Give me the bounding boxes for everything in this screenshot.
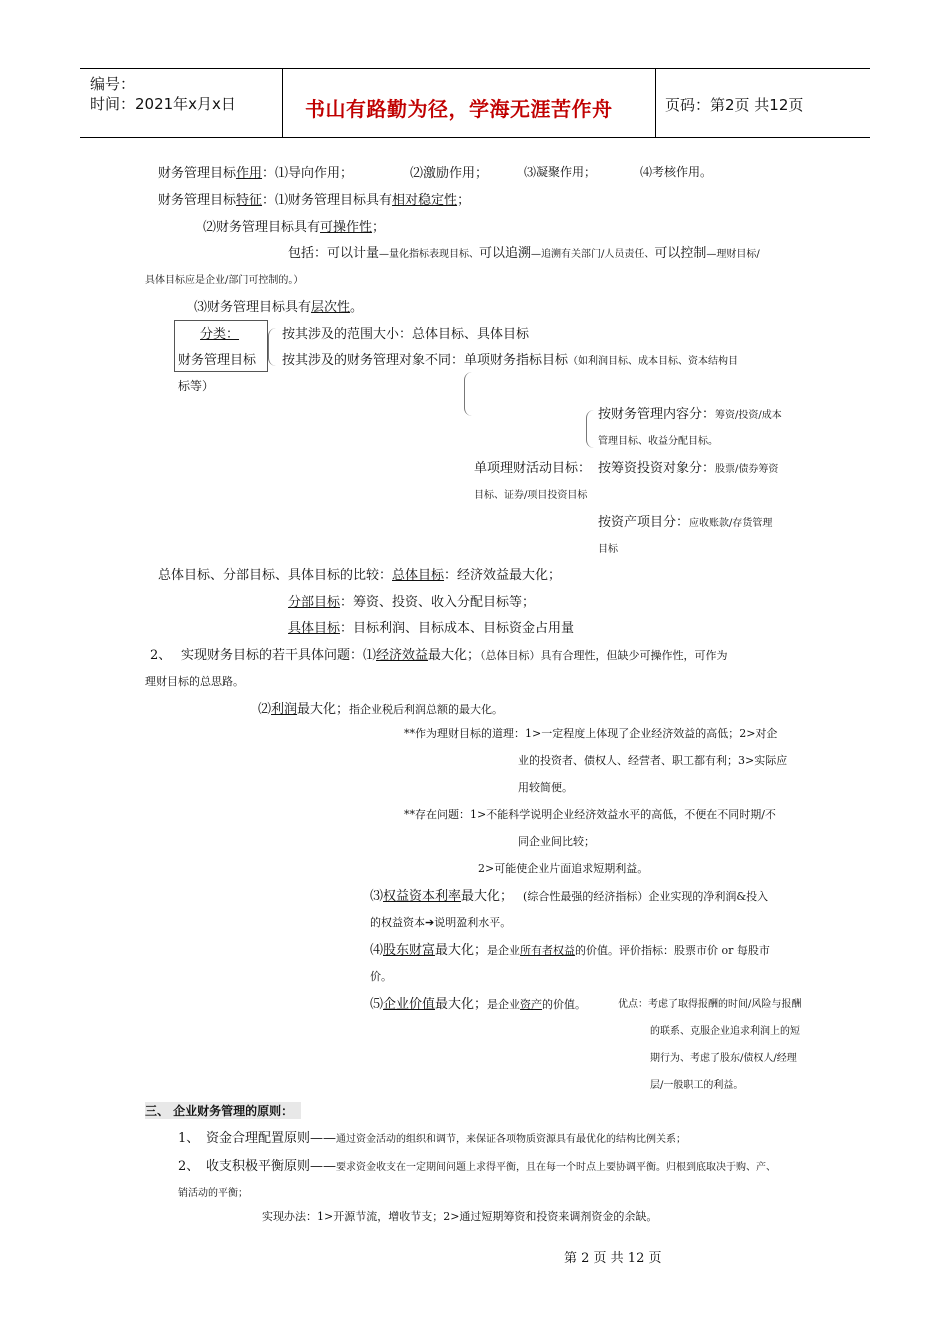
profit-max-line — [258, 698, 503, 717]
enterprise-advantage-2: 的联系、克服企业追求利润上的短 — [650, 1026, 800, 1037]
function-3: ⑶凝聚作用； — [524, 165, 597, 179]
underlined-term: 经济效益 — [376, 648, 429, 663]
text: 财务管理目标 — [158, 193, 237, 208]
brace-icon — [268, 328, 277, 366]
small-note: 是企业 — [487, 944, 521, 957]
profit-reason-1: **作为理财目标的道理：1>一定程度上体现了企业经济效益的高低；2>对企 — [404, 727, 778, 740]
comparison-division — [288, 591, 535, 610]
underlined-term: 可操作性 — [320, 220, 373, 235]
goal-function-line — [158, 162, 353, 181]
page-footer: 第 2 页 共 12 页 — [564, 1251, 662, 1266]
principle-1-number: 1、 — [178, 1131, 200, 1146]
enterprise-value-line — [370, 993, 586, 1012]
small-note: 指企业税后利润总额的最大化。 — [349, 703, 504, 716]
sub-asset-cont: 目标 — [598, 544, 618, 555]
small-note: 要求资金收支在一定期间问题上求得平衡，且在每一个时点上要协调平衡。归根到底取决于购、产、 — [336, 1162, 777, 1173]
enterprise-advantage-1: 优点：考虑了取得报酬的时间/风险与报酬 — [618, 999, 802, 1010]
profit-problem-3: 2>可能使企业片面追求短期利益。 — [478, 862, 649, 875]
text: ⑶财务管理目标具有 — [194, 300, 312, 315]
item-2-number: 2、 — [150, 648, 172, 663]
principle-2-line — [206, 1155, 776, 1174]
header-page-cell — [655, 69, 870, 137]
text: ：经济效益最大化； — [444, 568, 562, 583]
profit-problem-2: 同企业间比较； — [518, 835, 595, 848]
underlined-term: 所有者权益 — [520, 944, 576, 957]
motto-text: 书山有路勤为径，学海无涯苦作舟 — [305, 97, 613, 121]
number-label: 编号： — [90, 75, 136, 93]
text: 资金合理配置原则—— — [206, 1131, 337, 1146]
implementation-line: 实现办法：1>开源节流，增收节支；2>通过短期筹资和投资来调剂资金的余缺。 — [262, 1210, 658, 1223]
header-motto-cell — [282, 69, 656, 137]
comparison-specific — [288, 617, 574, 636]
underlined-term: 权益资本利率 — [383, 889, 462, 904]
underlined-term: 股东财富 — [383, 943, 436, 958]
goal-feature-line — [158, 189, 470, 208]
sub-object-line — [598, 457, 778, 476]
text: 最大化； — [435, 997, 488, 1012]
equity-cont: 的权益资本➔说明盈利水平。 — [370, 916, 512, 929]
small-note: 通过资金活动的组织和调节，来保证各项物质资源具有最优化的结构比例关系； — [336, 1134, 687, 1145]
underlined-term: 资产 — [520, 998, 543, 1011]
small-note: (综合性最强的经济指标）企业实现的净利润&投入 — [523, 890, 769, 903]
text: ⑸ — [370, 997, 384, 1012]
item-2-line — [181, 644, 728, 663]
sub-content-line — [598, 403, 782, 422]
brace-icon — [464, 372, 473, 416]
classification-subject-cont: 标等） — [178, 379, 215, 393]
small-note: 的价值。评价指标：股票市价 or 每股市 — [575, 944, 770, 957]
classification-subject: 财务管理目标 — [178, 353, 257, 368]
enterprise-advantage-3: 期行为、考虑了股东/债权人/经理 — [650, 1053, 797, 1064]
underlined-term: 具体目标 — [288, 621, 341, 636]
text: ⑵ — [258, 702, 272, 717]
underlined-term: 企业价值 — [383, 997, 436, 1012]
text: 最大化； — [435, 943, 488, 958]
text: ⑶ — [370, 889, 384, 904]
text: ：⑴导向作用； — [262, 166, 354, 181]
profit-reason-3: 用较简便。 — [518, 781, 573, 794]
small-note: —理财目标/ — [706, 249, 760, 260]
text: 。 — [350, 300, 364, 315]
single-activity-label: 单项理财活动目标： — [474, 461, 592, 476]
text: 最大化； — [461, 889, 514, 904]
text: ⑵财务管理目标具有 — [203, 220, 321, 235]
text: ：筹资、投资、收入分配目标等； — [340, 595, 536, 610]
text: ； — [457, 193, 471, 208]
profit-reason-2: 业的投资者、债权人、经营者、职工都有利；3>实际应 — [518, 754, 788, 767]
header-info-cell — [80, 69, 282, 137]
text: ⑷ — [370, 943, 384, 958]
small-note: 的价值。 — [542, 998, 587, 1011]
principle-2-cont: 销活动的平衡； — [178, 1188, 248, 1199]
feature-level-line — [194, 296, 363, 315]
text: 按其涉及的财务管理对象不同：单项财务指标目标 — [282, 353, 569, 368]
text: 最大化； — [297, 702, 350, 717]
small-note: （总体目标）具有合理性，但缺少可操作性，可作为 — [480, 649, 728, 662]
shareholder-line — [370, 939, 770, 958]
text: 按财务管理内容分： — [598, 407, 716, 422]
text: 最大化； — [428, 648, 481, 663]
page-label: 页码：第2页 共12页 — [665, 96, 804, 114]
small-note: 股票/债券筹资 — [715, 464, 779, 475]
small-note: 应收账款/存货管理 — [689, 518, 773, 529]
text: 总体目标、分部目标、具体目标的比较： — [158, 568, 393, 583]
small-note: 筹资/投资/成本 — [715, 410, 782, 421]
enterprise-advantage-4: 层/一般职工的利益。 — [650, 1080, 744, 1091]
underlined-term: 特征 — [236, 193, 263, 208]
underlined-term: 总体目标 — [392, 568, 445, 583]
text: 财务管理目标 — [158, 166, 237, 181]
classification-scope: 按其涉及的范围大小：总体目标、具体目标 — [282, 327, 530, 342]
text: 可以追溯 — [479, 246, 532, 261]
text: 包括：可以计量 — [288, 246, 380, 261]
underlined-term: 作用 — [236, 166, 263, 181]
principle-1-line — [206, 1127, 686, 1146]
brace-icon — [586, 410, 595, 448]
small-note: —量化指标表现目标、 — [379, 249, 480, 260]
page-header — [80, 68, 870, 138]
equity-line — [370, 885, 768, 904]
text: 收支积极平衡原则—— — [206, 1159, 337, 1174]
text: 实现财务目标的若干具体问题：⑴ — [181, 648, 377, 663]
includes-line — [288, 242, 760, 261]
underlined-term: 层次性 — [311, 300, 351, 315]
sub-asset-line — [598, 511, 772, 530]
small-note: （如利润目标、成本目标、资本结构目 — [568, 356, 739, 367]
time-label: 时间：2021年x月x日 — [90, 95, 236, 113]
includes-line-cont: 具体目标应是企业/部门可控制的。） — [145, 275, 304, 286]
text: ：目标利润、目标成本、目标资金占用量 — [340, 621, 575, 636]
function-4: ⑷考核作用。 — [640, 165, 713, 179]
underlined-term: 分部目标 — [288, 595, 341, 610]
comparison-line — [158, 564, 561, 583]
text: ：⑴财务管理目标具有 — [262, 193, 393, 208]
function-2: ⑵激励作用； — [410, 166, 489, 181]
small-note: 是企业 — [487, 998, 521, 1011]
text: 按筹资投资对象分： — [598, 461, 716, 476]
text: 可以控制 — [654, 246, 707, 261]
section-3-heading: 三、 企业财务管理的原则： — [145, 1102, 301, 1119]
classification-title: 分类： — [200, 327, 240, 342]
underlined-term: 利润 — [271, 702, 298, 717]
profit-problem-1: **存在问题：1>不能科学说明企业经济效益水平的高低，不便在不同时期/不 — [404, 808, 776, 821]
text: ； — [372, 220, 386, 235]
sub-content-cont: 管理目标、收益分配目标。 — [598, 436, 718, 447]
item-2-cont: 理财目标的总思路。 — [145, 675, 244, 688]
feature-operable-line — [203, 216, 385, 235]
shareholder-cont: 价。 — [370, 970, 392, 983]
principle-2-number: 2、 — [178, 1159, 200, 1174]
small-note: —追溯有关部门/人员责任、 — [531, 249, 655, 260]
underlined-term: 相对稳定性 — [392, 193, 458, 208]
text: 按资产项目分： — [598, 515, 690, 530]
sub-object-cont: 目标、证券/项目投资目标 — [474, 490, 588, 501]
classification-object — [282, 349, 738, 368]
